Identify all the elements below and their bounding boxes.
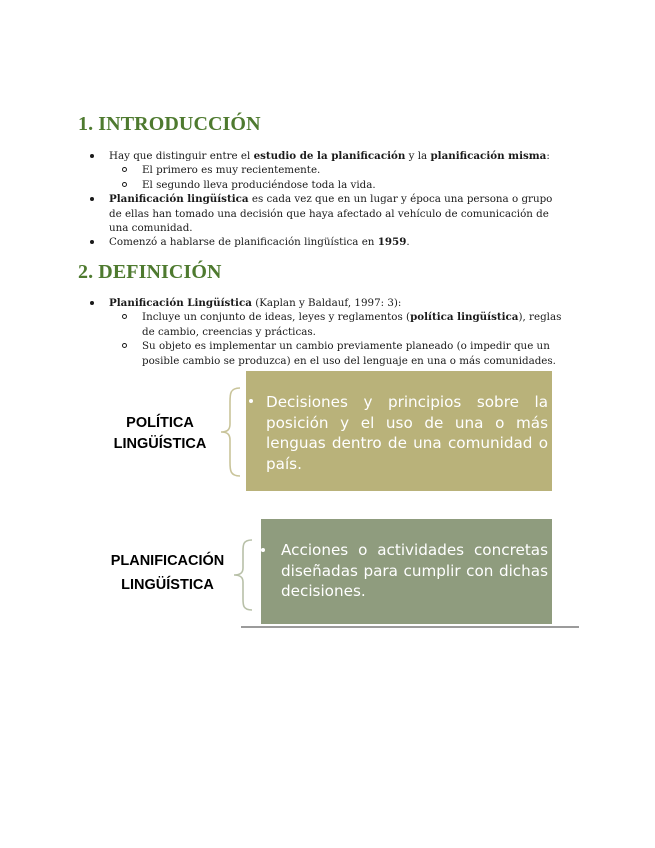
definition-box-planificacion: Acciones o actividades concretas diseñadas para cumplir con dichas decisiones. xyxy=(261,519,552,624)
intro-bullet-list xyxy=(86,149,566,250)
bullet-icon xyxy=(249,399,253,403)
sub-list xyxy=(109,310,566,368)
term-planificacion-linguistica: PLANIFICACIÓN LINGÜÍSTICA xyxy=(110,553,225,593)
left-brace-icon xyxy=(230,538,256,612)
list-item: Su objeto es implementar un cambio previamente planeado (o impedir que un posible cambio se produzca) en el uso del lenguaje en una o más comunidades. xyxy=(109,339,566,368)
definition-bullet-list xyxy=(86,296,566,368)
left-brace-icon xyxy=(218,386,244,478)
divider-line xyxy=(241,626,579,628)
list-item: El primero es muy recientemente. xyxy=(109,163,566,177)
definition-box-politica: Decisiones y principios sobre la posición y el uso de una o más lenguas dentro de una comunidad o país. xyxy=(246,371,552,491)
list-item: Planificación Lingüística (Kaplan y Baldauf, 1997: 3): Incluye un conjunto de ideas, leyes y reglamentos (política lingüística), reglas de cambio, creencias y prácticas. Su objeto es implementar un cambio previamente planeado (o impedir que un posible cambio se produzca) en el uso del lenguaje en una o más comunidades. xyxy=(86,296,566,368)
bullet-icon xyxy=(261,548,265,552)
term-politica-linguistica: POLÍTICA LINGÜÍSTICA xyxy=(113,415,207,452)
list-item: El segundo lleva produciéndose toda la vida. xyxy=(109,178,566,192)
list-item: Incluye un conjunto de ideas, leyes y reglamentos (política lingüística), reglas de cambio, creencias y prácticas. xyxy=(109,310,566,339)
section-heading-introduccion: 1. INTRODUCCIÓN xyxy=(78,113,261,135)
list-item: Planificación lingüística es cada vez que en un lugar y época una persona o grupo de ellas han tomado una decisión que haya afectado al vehículo de comunicación de una comunidad. xyxy=(86,192,566,235)
sub-list xyxy=(109,163,566,192)
list-item: Comenzó a hablarse de planificación lingüística en 1959. xyxy=(86,235,566,249)
section-heading-definicion: 2. DEFINICIÓN xyxy=(78,261,222,283)
list-item: Hay que distinguir entre el estudio de la planificación y la planificación misma: El primero es muy recientemente. El segundo lleva produciéndose toda la vida. xyxy=(86,149,566,192)
